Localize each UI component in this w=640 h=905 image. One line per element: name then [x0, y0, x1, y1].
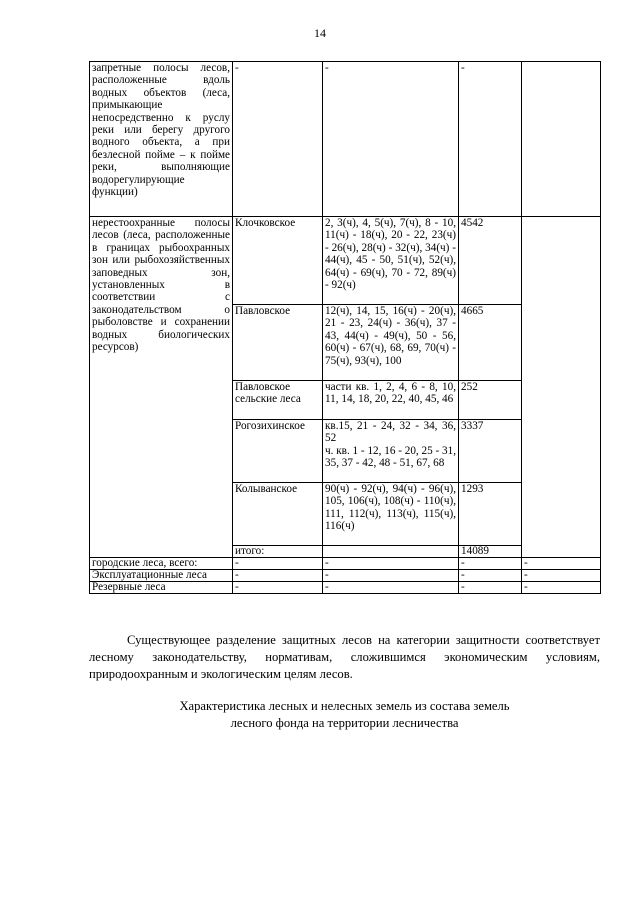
section-heading-line: лесного фонда на территории лесничества: [230, 716, 459, 730]
area-cell: -: [459, 62, 522, 217]
area-cell: 3337: [459, 420, 522, 483]
forestry-cell: Колыванское: [233, 483, 323, 546]
plots-cell: 2, 3(ч), 4, 5(ч), 7(ч), 8 - 10, 11(ч) - 18(ч), 20 - 22, 23(ч) - 26(ч), 28(ч) - 32(ч), 34(ч) - 44(ч), 45 - 50, 51(ч), 52(ч), 64(ч) - 69(ч), 70 - 72, 89(ч) - 92(ч): [323, 217, 459, 305]
page-number: 14: [314, 26, 326, 40]
plots-cell: -: [323, 570, 459, 582]
table-row: [90, 570, 601, 582]
forestry-cell: -: [233, 582, 323, 594]
forestry-cell: Рогозихинское: [233, 420, 323, 483]
plots-cell: -: [323, 62, 459, 217]
area-cell: -: [459, 582, 522, 594]
extra-cell: -: [522, 570, 601, 582]
area-cell: -: [459, 558, 522, 570]
section-heading: [89, 698, 600, 732]
area-cell: 252: [459, 381, 522, 420]
category-cell: Резервные леса: [90, 582, 233, 594]
extra-cell: [522, 62, 601, 217]
plots-cell: 12(ч), 14, 15, 16(ч) - 20(ч), 21 - 23, 24(ч) - 36(ч), 37 - 43, 44(ч) - 49(ч), 50 - 56, 60(ч) - 67(ч), 68, 69, 70(ч) - 75(ч), 93(ч), 100: [323, 305, 459, 381]
body-paragraph: Существующее разделение защитных лесов на категории защитности соответствует лесному законодательству, нормативам, сложившимся экономическим условиям, природоохранным и экологическим целям лесов.: [89, 633, 600, 681]
area-cell: 1293: [459, 483, 522, 546]
extra-cell: -: [522, 558, 601, 570]
area-cell: 4665: [459, 305, 522, 381]
protective-forests-table: [89, 61, 601, 594]
extra-cell: -: [522, 582, 601, 594]
plots-cell: -: [323, 582, 459, 594]
plots-line: кв.15, 21 - 24, 32 - 34, 36, 52: [325, 420, 456, 445]
plots-cell: [323, 420, 459, 483]
extra-cell: [522, 217, 601, 558]
plots-line: ч. кв. 1 - 12, 16 - 20, 25 - 31, 35, 37 - 42, 48 - 51, 67, 68: [325, 444, 457, 470]
plots-cell: [323, 546, 459, 558]
forestry-cell: -: [233, 570, 323, 582]
forestry-cell: Павловское: [233, 305, 323, 381]
plots-cell: части кв. 1, 2, 4, 6 - 8, 10, 11, 14, 18, 20, 22, 40, 45, 46: [323, 381, 459, 420]
table-row: [90, 582, 601, 594]
section-heading-line: Характеристика лесных и нелесных земель из состава земель: [179, 699, 510, 713]
total-label: итого:: [233, 546, 323, 558]
plots-cell: 90(ч) - 92(ч), 94(ч) - 96(ч), 105, 106(ч), 108(ч) - 110(ч), 111, 112(ч), 113(ч), 115(ч), 116(ч): [323, 483, 459, 546]
forestry-cell: -: [233, 558, 323, 570]
table-row: [90, 62, 601, 217]
category-cell: городские леса, всего:: [90, 558, 233, 570]
plots-cell: -: [323, 558, 459, 570]
area-cell: 4542: [459, 217, 522, 305]
table-row: [90, 558, 601, 570]
forestry-cell: Павловское сельские леса: [233, 381, 323, 420]
category-cell: запретные полосы лесов, расположенные вдоль водных объектов (леса, примыкающие непосредственно к руслу реки или берегу другого водного объекта, а при безлесной пойме – к пойме реки, выполняющие водорегулирующие функции): [90, 62, 233, 217]
total-area: 14089: [459, 546, 522, 558]
forestry-cell: Клочковское: [233, 217, 323, 305]
category-cell: нерестоохранные полосы лесов (леса, расположенные в границах рыбоохранных зон или рыбохозяйственных заповедных зон, установленных в соответствии с законодательством о рыболовстве и сохранении водных биологических ресурсов): [90, 217, 233, 558]
area-cell: -: [459, 570, 522, 582]
table-row: [90, 217, 601, 305]
forestry-cell: -: [233, 62, 323, 217]
category-cell: Эксплуатационные леса: [90, 570, 233, 582]
